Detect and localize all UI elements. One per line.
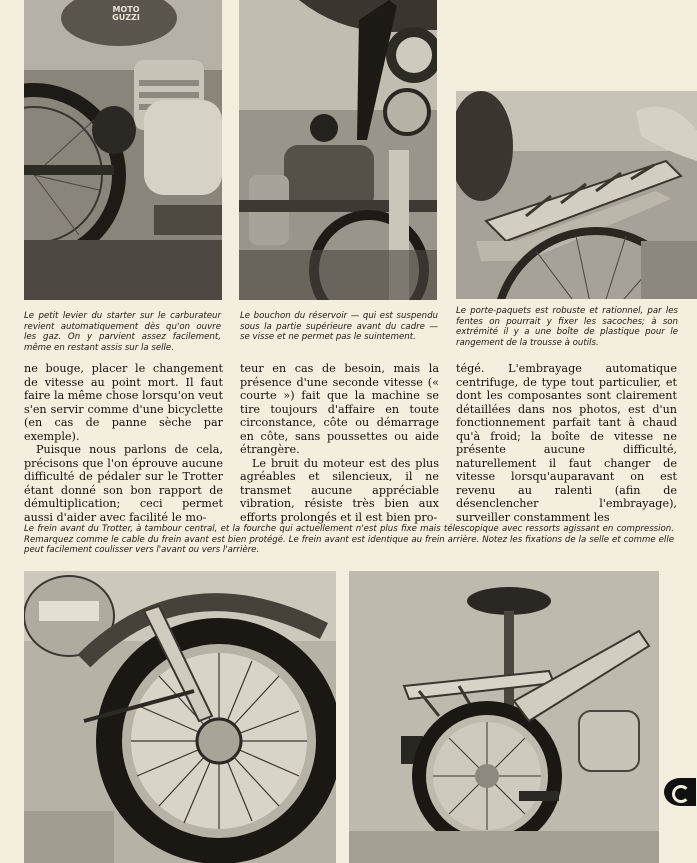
article-column-3 (456, 362, 677, 524)
section-marker-icon (664, 778, 696, 806)
photo-porte-paquets (456, 91, 697, 299)
photo-front-brake (24, 571, 336, 863)
photo-reservoir-cap (239, 0, 437, 300)
caption-starter: Le petit levier du starter sur le carburateur revient automatiquement dès qu'on ouvre les gaz. On y parvient assez facilement, même en restant assis sur la selle. (24, 311, 221, 353)
article-paragraph: teur en cas de besoin, mais la présence d'une seconde vitesse (« courte ») fait que la machine se tire toujours d'affaire en toute circonstance, côte ou démarrage en côte, sans poussettes ou aide étrangère. (240, 362, 439, 456)
article-column-1 (24, 362, 223, 524)
caption-reservoir: Le bouchon du réservoir — qui est suspendu sous la partie supérieure avant du cadre — se visse et ne permet pas le suintement. (240, 311, 438, 343)
moto-guzzi-decal: MOTO GUZZI (112, 5, 140, 22)
photo-trotter-side (349, 571, 659, 863)
article-paragraph: tégé. L'embrayage automatique centrifuge, de type tout particulier, et dont les composantes sont clairement détaillées dans nos photos, est d'un fonctionnement parfait tant à chaud qu'à froid; la boîte de vitesse ne présente aucune difficulté, naturellement il faut changer de vitesse lorsqu'auparavant on est revenu au ralenti (afin de désenclencher l'embrayage), surveiller constamment les (456, 362, 677, 524)
article-paragraph: Le bruit du moteur est des plus agréables et silencieux, il ne transmet aucune appréciable vibration, résiste très bien aux efforts prolongés et il est bien pro- (240, 456, 439, 524)
article-column-2 (240, 362, 439, 524)
caption-porte-paquets: Le porte-paquets est robuste et rationnel, par les fentes on pourrait y fixer les sacoches; à son extrémité il y a une boîte de plastique pour le rangement de la trousse à outils. (456, 306, 678, 348)
caption-frein-avant: Le frein avant du Trotter, à tambour central, et la fourche qui actuellement n'est plus fixe mais télescopique avec ressorts agissant en compression. Remarquez comme le cable du frein avant est bien protégé. Le frein avant est identique au frein arrière. Notez les fixations de la selle et comme elle peut facilement coulisser vers l'avant ou vers l'arrière. (24, 524, 674, 556)
article-paragraph: ne bouge, placer le changement de vitesse au point mort. Il faut faire la même chose lorsqu'on veut s'en servir comme d'une bicyclette (en cas de panne sèche par exemple). (24, 362, 223, 443)
photo-starter-carburetor (24, 0, 222, 300)
article-paragraph: Puisque nous parlons de cela, précisons que l'on éprouve aucune difficulté de pédaler sur le Trotter étant donné son bon rapport de démultiplication; ceci permet aussi d'aider avec facilité le mo- (24, 443, 223, 524)
